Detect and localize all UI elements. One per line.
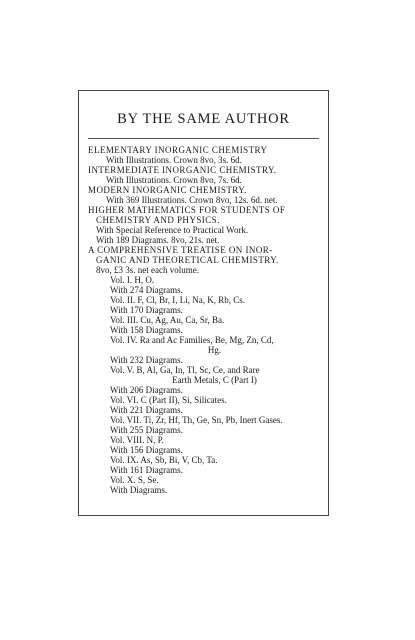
volume-contents: N, P. [146,435,164,445]
book-detail: With Special Reference to Practical Work. [96,225,249,235]
volume-list [88,275,319,495]
volume-number: Vol. I. [110,275,133,285]
volume-number: Vol. V. [110,365,135,375]
volume-diagrams: With Diagrams. [110,485,168,495]
volume-contents: H, O. [134,275,155,285]
volume-contents: B, Al, Ga, In, Tl, Sc, Ce, and Rare [136,365,260,375]
volume-diagrams: With 156 Diagrams. [110,445,183,455]
volume-entry [88,335,319,345]
volume-number: Vol. X. [110,475,136,485]
volume-diagrams: With 170 Diagrams. [110,305,183,315]
volume-diagrams: With 221 Diagrams. [110,405,183,415]
book-detail: With 189 Diagrams. 8vo, 21s. net. [96,235,220,245]
volume-contents: S, Se. [137,475,159,485]
volume-diagrams: With 274 Diagrams. [110,285,183,295]
volume-contents-continued: Earth Metals, C (Part I) [172,375,257,385]
volume-number: Vol. VIII. [110,435,145,445]
volume-contents: Cu, Ag, Au, Ca, Sr, Ba. [140,315,225,325]
treatise-title: A COMPREHENSIVE TREATISE ON INOR- [88,245,273,255]
volume-number: Vol. III. [110,315,139,325]
volume-number: Vol. VI. [110,395,139,405]
volume-contents: F, Cl, Br, I, Li, Na, K, Rb, Cs. [137,295,246,305]
volume-number: Vol. IX. [110,455,139,465]
volume-number: Vol. VII. [110,415,142,425]
volume-contents-continued: Hg. [207,345,222,355]
volume-contents: Ra and Ac Families, Be, Mg, Zn, Cd, [139,335,274,345]
book-title-continued: CHEMISTRY AND PHYSICS. [96,215,220,225]
volume-entry [88,415,319,425]
book-detail: With 369 Illustrations. Crown 8vo, 12s. 6d. net. [106,195,278,205]
volume-number: Vol. IV. [110,335,138,345]
volume-diagrams: With 161 Diagrams. [110,465,183,475]
volume-diagrams: With 206 Diagrams. [110,385,183,395]
book-title: INTERMEDIATE INORGANIC CHEMISTRY. [88,165,277,175]
volume-contents: C (Part II), Si, Silicates. [140,395,227,405]
book-title: MODERN INORGANIC CHEMISTRY. [88,185,247,195]
volume-entry [88,295,319,305]
book-detail: With Illustrations. Crown 8vo, 3s. 6d. [106,155,242,165]
advertisement-box [78,90,329,516]
book-list [88,145,319,495]
volume-contents: As, Sb, Bi, V, Cb, Ta. [140,455,218,465]
section-heading: BY THE SAME AUTHOR [117,111,290,127]
volume-entry [88,395,319,405]
volume-diagrams: With 158 Diagrams. [110,325,183,335]
treatise-price: 8vo, £3 3s. net each volume. [96,265,199,275]
volume-entry [88,275,319,285]
volume-contents: Ti, Zr, Hf, Th, Ge, Sn, Pb, Inert Gases. [143,415,283,425]
volume-diagrams: With 232 Diagrams. [110,355,183,365]
volume-entry [88,455,319,465]
volume-diagrams: With 255 Diagrams. [110,425,183,435]
book-title: ELEMENTARY INORGANIC CHEMISTRY [88,145,268,155]
book-detail: With Illustrations. Crown 8vo, 7s. 6d. [106,175,242,185]
book-title: HIGHER MATHEMATICS FOR STUDENTS OF [88,205,286,215]
volume-entry [88,435,319,445]
heading-rule [88,138,319,139]
volume-entry [88,315,319,325]
volume-entry [88,365,319,375]
volume-number: Vol. II. [110,295,136,305]
volume-entry [88,475,319,485]
treatise-title-continued: GANIC AND THEORETICAL CHEMISTRY. [96,255,279,265]
